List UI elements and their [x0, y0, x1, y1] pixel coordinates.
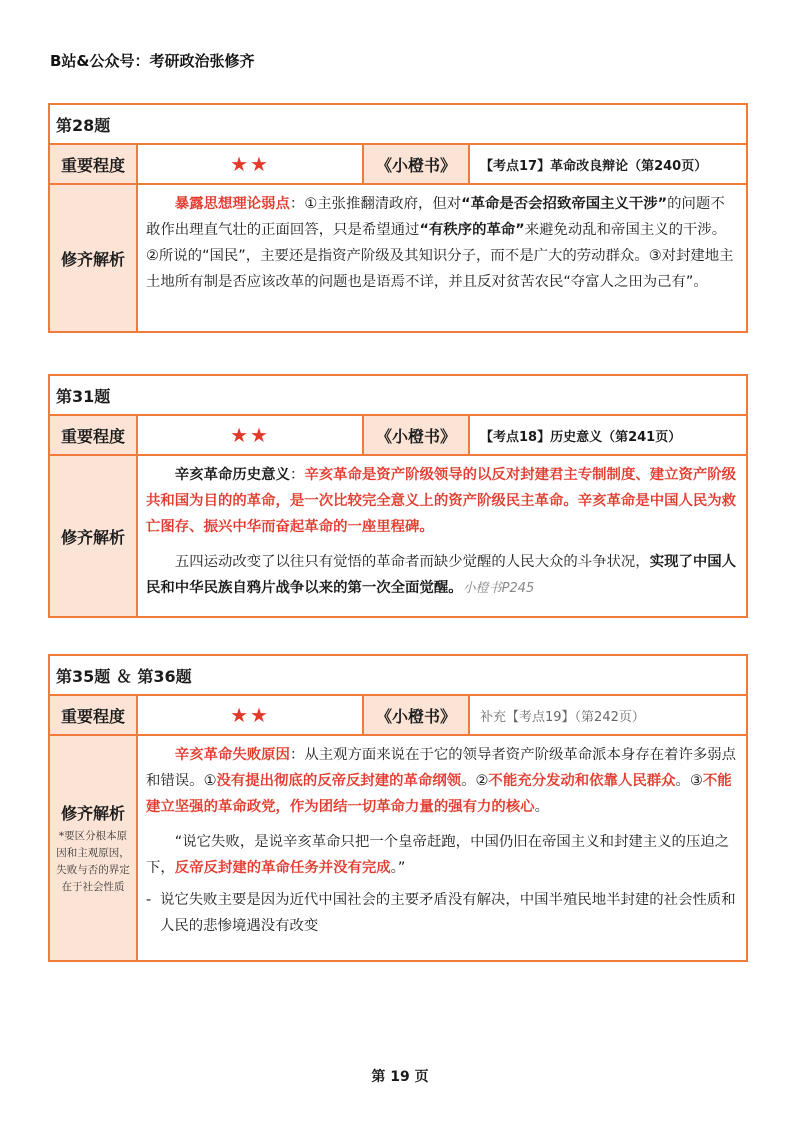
analysis-paragraph — [146, 191, 738, 295]
importance-row — [50, 694, 746, 734]
analysis-content — [138, 185, 746, 331]
book-page-reference: 小橙书P245 — [462, 581, 535, 596]
emphasis: 实现了中国人民和中华民族自鸦片战争以来的第一次全面觉醒。 — [146, 554, 737, 596]
bullet-text: 说它失败主要是因为近代中国社会的主要矛盾没有解决，中国半殖民地半封建的社会性质和人民的悲惨境遇没有改变 — [160, 892, 736, 934]
book-label: 《小橙书》 — [364, 145, 470, 183]
text: “说它失败，是说辛亥革命只把一个皇帝赶跑，中国仍旧在帝国主义和封建主义的压迫之下， — [146, 834, 730, 876]
analysis-content — [138, 456, 746, 616]
key-point: 辛亥革命历史意义 — [174, 467, 290, 483]
book-label: 《小橙书》 — [364, 416, 470, 454]
text: 来避免动乱和帝国主义的干涉。②所说的“国民”，主要还是指资产阶级及其知识分子，而不是广大的劳动群众。③对封建地主土地所有制是否应该改革的问题也是语焉不详，并且反对贫苦农民“夺富人之田为己有”。 — [146, 222, 734, 290]
bullet-item — [146, 887, 738, 939]
importance-stars: ★★ — [138, 696, 364, 734]
text: 。② — [461, 773, 489, 789]
text: 。” — [390, 860, 406, 876]
importance-stars: ★★ — [138, 145, 364, 183]
importance-label: 重要程度 — [50, 696, 138, 734]
text: 。③ — [675, 773, 703, 789]
importance-label: 重要程度 — [50, 145, 138, 183]
question-28-table — [48, 103, 748, 333]
emphasis: 辛亥革命是中国人民为救亡图存、振兴中华而奋起革命的一座里程碑。 — [146, 493, 737, 535]
quote-paragraph — [146, 829, 738, 881]
emphasis: 不能充分发动和依靠人民群众 — [488, 773, 676, 789]
analysis-paragraph — [146, 742, 738, 820]
analysis-note: *要区分根本原因和主观原因，失败与否的界定在于社会性质 — [56, 829, 130, 893]
importance-row — [50, 143, 746, 183]
analysis-label-cell — [50, 736, 138, 960]
bullet-dash: - — [146, 892, 152, 908]
analysis-row — [50, 454, 746, 616]
emphasis: 辛亥革命是资产阶级领导的以反对封建君主专制制度、建立资产阶级共和国为目的的革命，是一次比较完全意义上的资产阶级民主革命。 — [146, 467, 737, 509]
key-point: 辛亥革命失败原因 — [174, 747, 290, 763]
importance-row — [50, 414, 746, 454]
emphasis: 不能建立坚强的革命政党，作为团结一切革命力量的强有力的核心 — [146, 773, 732, 815]
importance-stars: ★★ — [138, 416, 364, 454]
text: ： — [289, 467, 305, 483]
topic-reference: 【考点18】历史意义（第241页） — [480, 429, 682, 445]
text: ：从主观方面来说在于它的领导者资产阶级革命派本身存在着许多弱点和错误。① — [146, 747, 737, 789]
emphasis: “有秩序的革命” — [419, 222, 525, 238]
analysis-content — [138, 736, 746, 960]
question-35-36-table — [48, 654, 748, 962]
book-label: 《小橙书》 — [364, 696, 470, 734]
emphasis: 反帝反封建的革命任务并没有完成 — [174, 860, 391, 876]
question-31-table — [48, 374, 748, 618]
analysis-paragraph — [146, 549, 738, 602]
analysis-label: 修齐解析 — [60, 803, 125, 823]
analysis-row — [50, 734, 746, 960]
importance-label: 重要程度 — [50, 416, 138, 454]
analysis-row — [50, 183, 746, 331]
emphasis: 没有提出彻底的反帝反封建的革命纲领 — [216, 773, 462, 789]
text: 。 — [534, 799, 549, 815]
text: ：①主张推翻清政府，但对 — [289, 196, 462, 212]
question-title: 第31题 — [50, 376, 746, 414]
text: 五四运动改变了以往只有觉悟的革命者而缺少觉醒的人民大众的斗争状况， — [174, 554, 650, 570]
topic-reference: 补充【考点19】（第242页） — [480, 709, 645, 725]
page-number: 第 19 页 — [371, 1069, 429, 1085]
key-point: 暴露思想理论弱点 — [174, 196, 290, 212]
emphasis: “革命是否会招致帝国主义干涉” — [461, 196, 668, 212]
question-title: 第35题 ＆ 第36题 — [50, 656, 746, 694]
question-title: 第28题 — [50, 105, 746, 143]
analysis-label: 修齐解析 — [50, 185, 138, 331]
page-header: B站&公众号：考研政治张修齐 — [50, 52, 255, 70]
text: 的问题不敢作出理直气壮的正面回答，只是希望通过 — [146, 196, 725, 238]
topic-reference: 【考点17】革命改良辩论（第240页） — [480, 158, 708, 174]
analysis-label: 修齐解析 — [50, 456, 138, 616]
analysis-paragraph — [146, 462, 738, 540]
